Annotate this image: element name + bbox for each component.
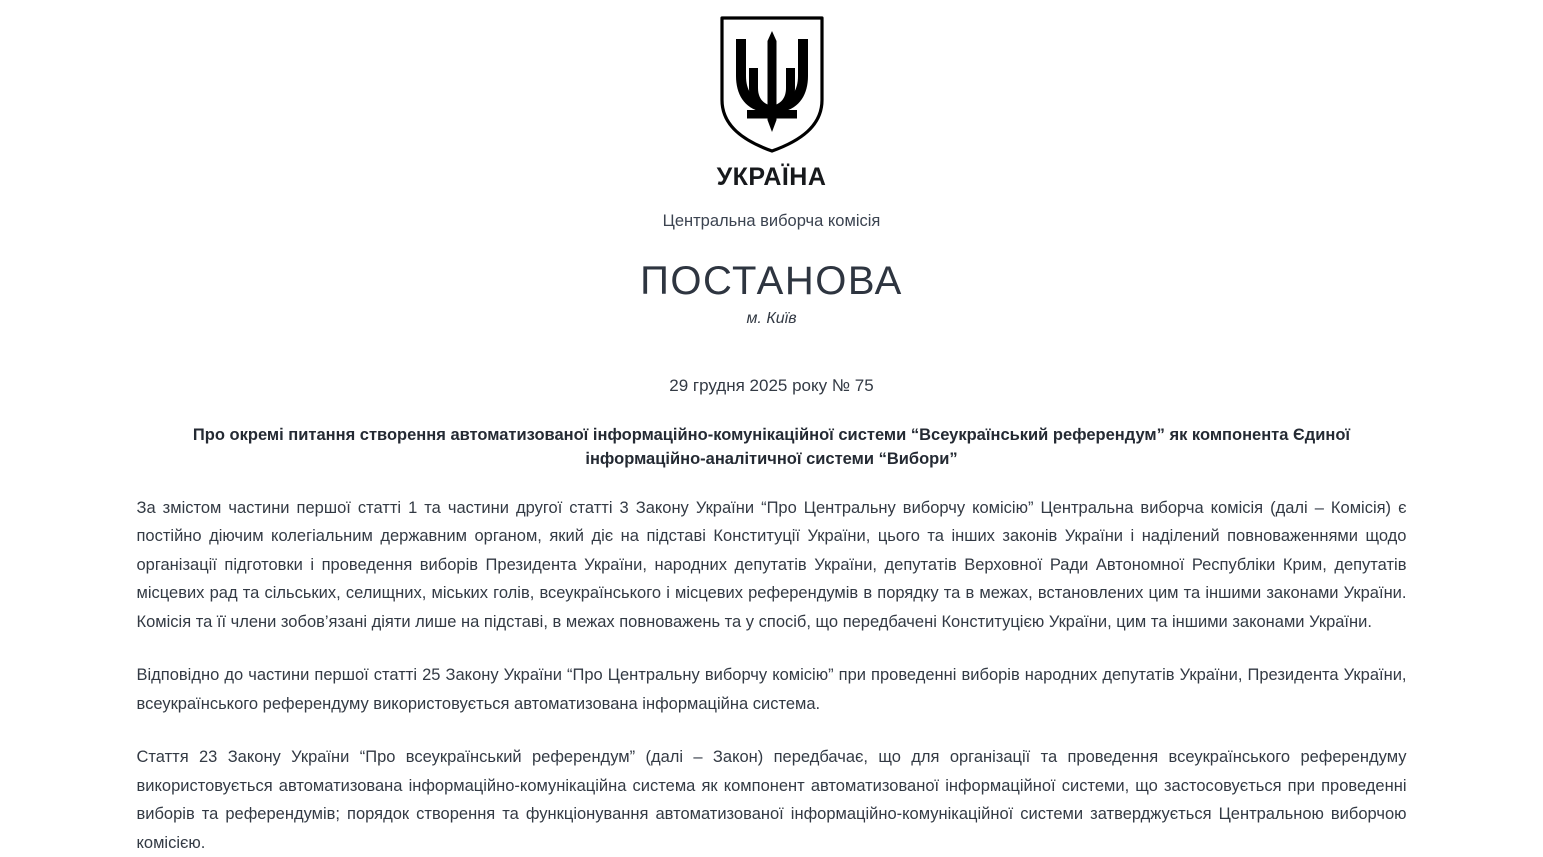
ukraine-coat-of-arms-trident-icon [716,14,828,154]
document-type-heading: ПОСТАНОВА [640,259,903,303]
emblem-block [0,0,1543,159]
body-paragraph: Відповідно до частини першої статті 25 Закону України “Про Центральну виборчу комісію” при проведенні виборів народних депутатів України, Президента України, всеукраїнського референдуму використовується автоматизована інформаційна система. [136,666,1407,713]
date-and-number: 29 грудня 2025 року № 75 [669,376,874,395]
body-paragraph: За змістом частини першої статті 1 та частини другої статті 3 Закону України “Про Центральну виборчу комісію” Центральна виборча комісія (далі – Комісія) є постійно діючим колегіальним державним органом, який діє на підставі Конституції України, цього та інших законів України і наділений повноваженнями щодо організації підготовки і проведення виборів Президента України, народних депутатів України, депутатів Верховної Ради Автономної Республіки Крим, депутатів місцевих рад та сільських, селищних, міських голів, всеукраїнського і місцевих референдумів в порядку та в межах, встановлених цим та іншими законами України. Комісія та її члени зобов’язані діяти лише на підставі, в межах повноважень та у спосіб, що передбачені Конституцією України, цим та іншими законами України. [136,498,1407,631]
document-body [137,472,1407,857]
country-name: УКРАЇНА [716,163,827,191]
body-paragraph: Стаття 23 Закону України “Про всеукраїнський референдум” (далі – Закон) передбачає, що для організації та проведення всеукраїнського референдуму використовується автоматизована інформаційно-комунікаційна система як компонент автоматизованої інформаційної системи, що застосовується при проведенні виборів та референдумів; порядок створення та функціонування автоматизованої інформаційно-комунікаційної системи затверджується Центральною виборчою комісією. [136,748,1407,852]
city-line: м. Київ [746,310,797,327]
institution-name: Центральна виборча комісія [662,212,881,230]
document-title: Про окремі питання створення автоматизованої інформаційно-комунікаційної системи “Всеукраїнський референдум” як компонента Єдиної інформаційно-аналітичної системи “Вибори” [192,426,1351,468]
